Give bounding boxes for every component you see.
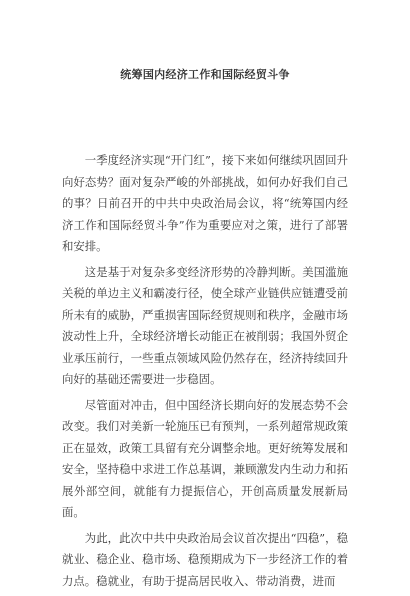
paragraph: 尽管面对冲击，但中国经济长期向好的发展态势不会改变。我们对美新一轮施压已有预判，一系列超常规政策正在显效，政策工具留有充分调整余地。更好统筹发展和安全，坚持稳中求进工作总基调，兼顾激发内生动力和拓展外部空间，就能有力提振信心，开创高质量发展新局面。 [62, 397, 348, 519]
document-body [62, 150, 348, 596]
paragraph: 一季度经济实现“开门红”，接下来如何继续巩固回升向好态势？面对复杂严峻的外部挑战，如何办好我们自己的事？日前召开的中共中央政治局会议，将“统筹国内经济工作和国际经贸斗争”作为重要应对之策，进行了部署和安排。 [62, 153, 348, 253]
document-title: 统筹国内经济工作和国际经贸斗争 [120, 68, 290, 81]
paragraph: 这是基于对复杂多变经济形势的冷静判断。美国滥施关税的单边主义和霸凌行径，使全球产业链供应链遭受前所未有的威胁，严重损害国际经贸规则和秩序，金融市场波动性上升，全球经济增长动能正在被削弱；我国外贸企业承压前行，一些重点领域风险仍然存在，经济持续回升向好的基础还需要进一步稳固。 [62, 264, 348, 386]
paragraph: 为此，此次中共中央政治局会议首次提出“四稳”，稳就业、稳企业、稳市场、稳预期成为下一步经济工作的着力点。稳就业，有助于提高居民收入、带动消费，进而 [62, 530, 348, 588]
